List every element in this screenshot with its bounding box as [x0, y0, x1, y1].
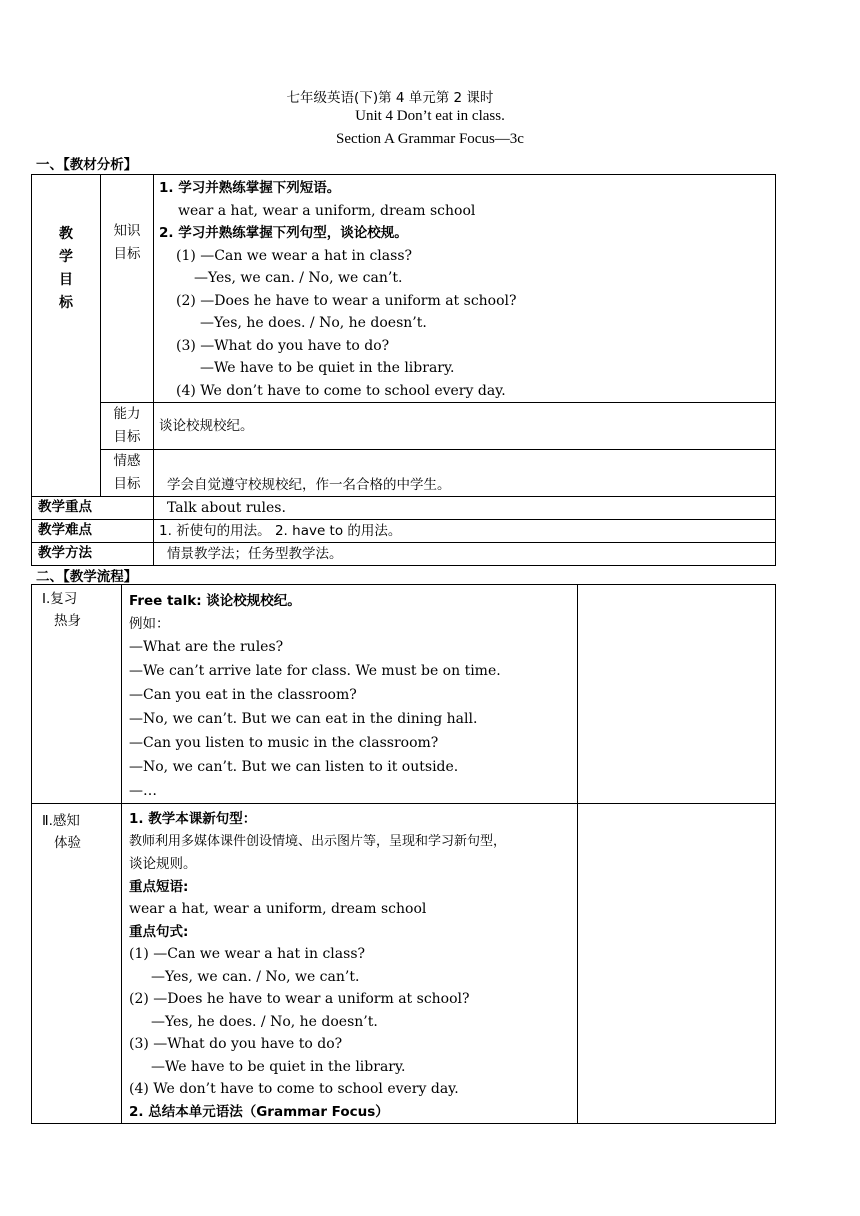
- content-line: (4) We don’t have to come to school every day.: [129, 1081, 459, 1097]
- knowledge-goal-content: [154, 175, 776, 403]
- unit-title: Unit 4 Don’t eat in class.: [355, 108, 505, 124]
- key-point-content: [154, 497, 776, 520]
- content-line: (1) —Can we wear a hat in class?: [129, 946, 366, 962]
- ability-goal-content: [154, 403, 776, 450]
- content-line: 2. 学习并熟练掌握下列句型，谈论校规。: [159, 225, 408, 241]
- content-line: 重点句式:: [129, 923, 189, 940]
- stage-perception-content: [122, 804, 578, 1124]
- content-line: 1. 教学本课新句型：: [129, 811, 257, 827]
- content-line: (4) We don’t have to come to school every day.: [176, 382, 506, 399]
- content-line: (3) —What do you have to do?: [176, 337, 390, 354]
- content-line: —Yes, he does. / No, he doesn’t.: [151, 1013, 378, 1030]
- label-line: 目标: [113, 429, 141, 445]
- content-line: —No, we can’t. But we can listen to it outside.: [129, 759, 459, 775]
- content-line: —We have to be quiet in the library.: [151, 1058, 406, 1075]
- content-line: 学会自觉遵守校规校纪，作一名合格的中学生。: [167, 476, 451, 493]
- method-label: 教学方法: [32, 543, 154, 566]
- content-line: wear a hat, wear a uniform, dream school: [178, 202, 476, 219]
- stage-perception-notes: [578, 804, 776, 1124]
- label-line: 目标: [113, 476, 141, 492]
- side-label-char: 学: [59, 249, 73, 265]
- stage-review-notes: [578, 585, 776, 804]
- emotion-goal-label: [101, 450, 154, 497]
- content-line: —Yes, we can. / No, we can’t.: [194, 270, 403, 286]
- content-line: —No, we can’t. But we can eat in the dining hall.: [129, 711, 478, 727]
- label-line: 知识: [113, 223, 141, 239]
- label-line: 情感: [113, 453, 141, 469]
- stage-perception-label: [32, 804, 122, 1124]
- label-line: 热身: [54, 613, 81, 629]
- content-line: 教师利用多媒体课件创设情境、出示图片等，呈现和学习新句型，: [129, 833, 507, 849]
- label-line: Ⅰ.复习: [42, 591, 78, 607]
- knowledge-goal-label: [101, 175, 154, 403]
- content-line: 2. 总结本单元语法（Grammar Focus）: [129, 1103, 389, 1120]
- content-line: 例如：: [129, 616, 170, 632]
- stage-review-content: [122, 585, 578, 804]
- section-title: Section A Grammar Focus—3c: [336, 131, 524, 147]
- content-line: —Can you eat in the classroom?: [129, 687, 357, 703]
- label-line: Ⅱ.感知: [42, 813, 80, 829]
- teaching-objectives-label: [32, 175, 101, 497]
- content-line: —What are the rules?: [129, 639, 284, 655]
- content-line: (3) —What do you have to do?: [129, 1036, 343, 1052]
- teaching-process-table: [31, 584, 776, 1124]
- content-line: 重点短语:: [129, 878, 189, 895]
- content-line: (2) —Does he have to wear a uniform at school?: [176, 292, 517, 309]
- content-line: —Yes, he does. / No, he doesn’t.: [200, 315, 427, 331]
- side-label-char: 标: [59, 295, 73, 311]
- content-line: Free talk: 谈论校规校纪。: [129, 593, 301, 609]
- content-line: —We can’t arrive late for class. We must be on time.: [129, 663, 501, 679]
- content-line: —Yes, we can. / No, we can’t.: [151, 968, 360, 985]
- side-label-char: 教: [59, 226, 73, 242]
- label-line: 能力: [113, 406, 141, 422]
- content-line: 1. 学习并熟练掌握下列短语。: [159, 180, 341, 196]
- method-content: [154, 543, 776, 566]
- label-line: 目标: [113, 246, 141, 262]
- ability-goal-label: [101, 403, 154, 450]
- material-analysis-table: [31, 174, 776, 566]
- label-line: 体验: [54, 835, 81, 851]
- difficulty-content: [154, 520, 776, 543]
- content-line: 1. 祈使句的用法。 2. have to 的用法。: [159, 523, 402, 539]
- content-line: Talk about rules.: [167, 500, 286, 516]
- lesson-header: 七年级英语(下)第 4 单元第 2 课时: [286, 90, 494, 106]
- content-line: 谈论校规校纪。: [159, 417, 254, 434]
- content-line: —…: [129, 783, 157, 799]
- side-label-char: 目: [59, 272, 73, 288]
- key-point-label: 教学重点: [32, 497, 154, 520]
- content-line: wear a hat, wear a uniform, dream school: [129, 901, 427, 917]
- stage-review-label: [32, 585, 122, 804]
- content-line: —We have to be quiet in the library.: [200, 360, 455, 376]
- content-line: 谈论规则。: [129, 856, 197, 872]
- section-heading-teaching-process: 二、【教学流程】: [36, 569, 138, 585]
- content-line: —Can you listen to music in the classroom?: [129, 735, 439, 751]
- content-line: 情景教学法；任务型教学法。: [167, 546, 343, 562]
- content-line: (2) —Does he have to wear a uniform at school?: [129, 991, 470, 1007]
- content-line: (1) —Can we wear a hat in class?: [176, 247, 413, 264]
- difficulty-label: 教学难点: [32, 520, 154, 543]
- section-heading-material-analysis: 一、【教材分析】: [36, 157, 138, 173]
- emotion-goal-content: [154, 450, 776, 497]
